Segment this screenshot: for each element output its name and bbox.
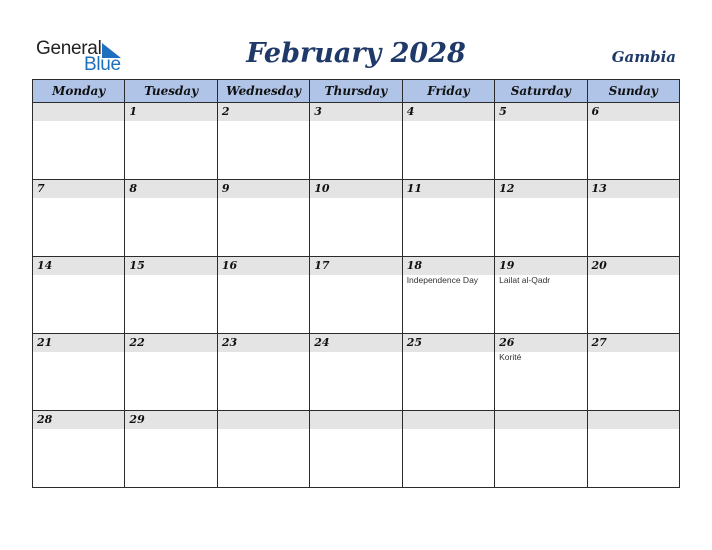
day-number: 20 bbox=[591, 259, 607, 272]
day-number-bar bbox=[125, 103, 216, 121]
day-number-bar bbox=[33, 257, 124, 275]
day-number: 12 bbox=[499, 182, 515, 195]
day-number-bar bbox=[588, 257, 679, 275]
day-number: 24 bbox=[314, 336, 330, 349]
day-number: 8 bbox=[129, 182, 138, 195]
day-number-bar bbox=[125, 411, 216, 429]
day-cell bbox=[310, 180, 402, 257]
day-cell bbox=[217, 180, 309, 257]
day-cell bbox=[125, 411, 217, 488]
day-number-bar bbox=[588, 180, 679, 198]
day-cell bbox=[402, 180, 494, 257]
day-number-bar bbox=[403, 411, 494, 429]
week-row bbox=[33, 411, 680, 488]
day-number-bar bbox=[310, 334, 401, 352]
day-number-bar bbox=[495, 257, 586, 275]
day-number-bar bbox=[403, 257, 494, 275]
day-cell bbox=[587, 257, 679, 334]
day-cell bbox=[217, 257, 309, 334]
weekday-header: Monday bbox=[33, 80, 125, 103]
day-number: 14 bbox=[37, 259, 53, 272]
day-cell bbox=[33, 411, 125, 488]
week-row bbox=[33, 103, 680, 180]
day-number: 22 bbox=[129, 336, 145, 349]
week-row bbox=[33, 180, 680, 257]
day-cell bbox=[125, 103, 217, 180]
day-number: 3 bbox=[314, 105, 322, 118]
day-cell bbox=[125, 334, 217, 411]
day-cell bbox=[587, 180, 679, 257]
logo-text-blue: Blue bbox=[84, 54, 121, 75]
day-number-bar bbox=[33, 103, 124, 121]
weekday-header: Saturday bbox=[495, 80, 587, 103]
day-number-bar bbox=[403, 334, 494, 352]
holiday-label: Independence Day bbox=[406, 275, 479, 285]
day-number: 11 bbox=[406, 182, 422, 195]
day-cell bbox=[33, 334, 125, 411]
day-cell bbox=[495, 103, 587, 180]
day-number-bar bbox=[125, 257, 216, 275]
day-cell bbox=[217, 411, 309, 488]
week-row bbox=[33, 257, 680, 334]
day-number: 4 bbox=[406, 105, 415, 118]
calendar-body bbox=[33, 103, 680, 488]
country-label: Gambia bbox=[611, 48, 676, 66]
day-number-bar bbox=[310, 257, 401, 275]
day-number: 19 bbox=[499, 259, 515, 272]
day-number-bar bbox=[495, 180, 586, 198]
day-number-bar bbox=[588, 334, 679, 352]
day-number: 16 bbox=[221, 259, 238, 272]
day-number-bar bbox=[310, 103, 401, 121]
day-number: 23 bbox=[221, 336, 238, 349]
day-cell bbox=[310, 334, 402, 411]
day-number: 7 bbox=[37, 182, 45, 195]
day-number: 26 bbox=[499, 336, 515, 349]
day-number: 6 bbox=[591, 105, 600, 118]
holiday-label: Korité bbox=[499, 352, 522, 362]
week-row bbox=[33, 334, 680, 411]
day-number-bar bbox=[495, 334, 586, 352]
day-cell bbox=[217, 334, 309, 411]
day-number-bar bbox=[588, 411, 679, 429]
day-number: 15 bbox=[129, 259, 145, 272]
page-title: February 2028 bbox=[246, 38, 466, 69]
day-number-bar bbox=[218, 257, 309, 275]
weekday-header: Friday bbox=[402, 80, 494, 103]
day-number-bar bbox=[403, 180, 494, 198]
weekday-header: Sunday bbox=[587, 80, 679, 103]
logo-text-general: General bbox=[36, 38, 102, 59]
day-cell bbox=[310, 103, 402, 180]
day-number: 28 bbox=[37, 413, 53, 426]
day-cell bbox=[402, 411, 494, 488]
day-number-bar bbox=[310, 180, 401, 198]
day-cell bbox=[33, 180, 125, 257]
day-number: 18 bbox=[406, 259, 422, 272]
day-cell bbox=[587, 411, 679, 488]
weekday-header: Thursday bbox=[310, 80, 402, 103]
day-number-bar bbox=[33, 180, 124, 198]
weekday-header: Tuesday bbox=[125, 80, 217, 103]
day-number: 9 bbox=[221, 182, 230, 195]
day-cell bbox=[402, 334, 494, 411]
day-number-bar bbox=[310, 411, 401, 429]
day-cell bbox=[310, 257, 402, 334]
day-number: 13 bbox=[591, 182, 607, 195]
day-cell bbox=[402, 257, 494, 334]
day-cell bbox=[310, 411, 402, 488]
day-cell bbox=[402, 103, 494, 180]
day-number: 17 bbox=[314, 259, 330, 272]
day-number-bar bbox=[218, 103, 309, 121]
day-number: 27 bbox=[591, 336, 607, 349]
day-number-bar bbox=[218, 180, 309, 198]
day-cell bbox=[217, 103, 309, 180]
day-cell bbox=[33, 103, 125, 180]
day-cell bbox=[495, 411, 587, 488]
day-number: 21 bbox=[37, 336, 53, 349]
day-cell bbox=[495, 180, 587, 257]
day-number-bar bbox=[403, 103, 494, 121]
calendar-grid bbox=[32, 79, 680, 488]
day-number-bar bbox=[33, 334, 124, 352]
day-number-bar bbox=[588, 103, 679, 121]
day-cell bbox=[495, 257, 587, 334]
day-cell bbox=[587, 103, 679, 180]
day-number: 10 bbox=[314, 182, 330, 195]
day-cell bbox=[33, 257, 125, 334]
holiday-label: Lailat al-Qadr bbox=[499, 275, 551, 285]
day-number: 1 bbox=[129, 105, 138, 118]
day-cell bbox=[587, 334, 679, 411]
day-number: 29 bbox=[129, 413, 145, 426]
day-number-bar bbox=[125, 334, 216, 352]
day-cell bbox=[495, 334, 587, 411]
weekday-header-row bbox=[33, 80, 680, 103]
day-number: 5 bbox=[499, 105, 507, 118]
weekday-header: Wednesday bbox=[217, 80, 309, 103]
day-number-bar bbox=[218, 411, 309, 429]
day-number-bar bbox=[495, 411, 586, 429]
day-cell bbox=[125, 180, 217, 257]
day-number-bar bbox=[495, 103, 586, 121]
day-number-bar bbox=[125, 180, 216, 198]
day-number-bar bbox=[33, 411, 124, 429]
day-number: 25 bbox=[406, 336, 422, 349]
day-number: 2 bbox=[221, 105, 230, 118]
day-number-bar bbox=[218, 334, 309, 352]
day-cell bbox=[125, 257, 217, 334]
